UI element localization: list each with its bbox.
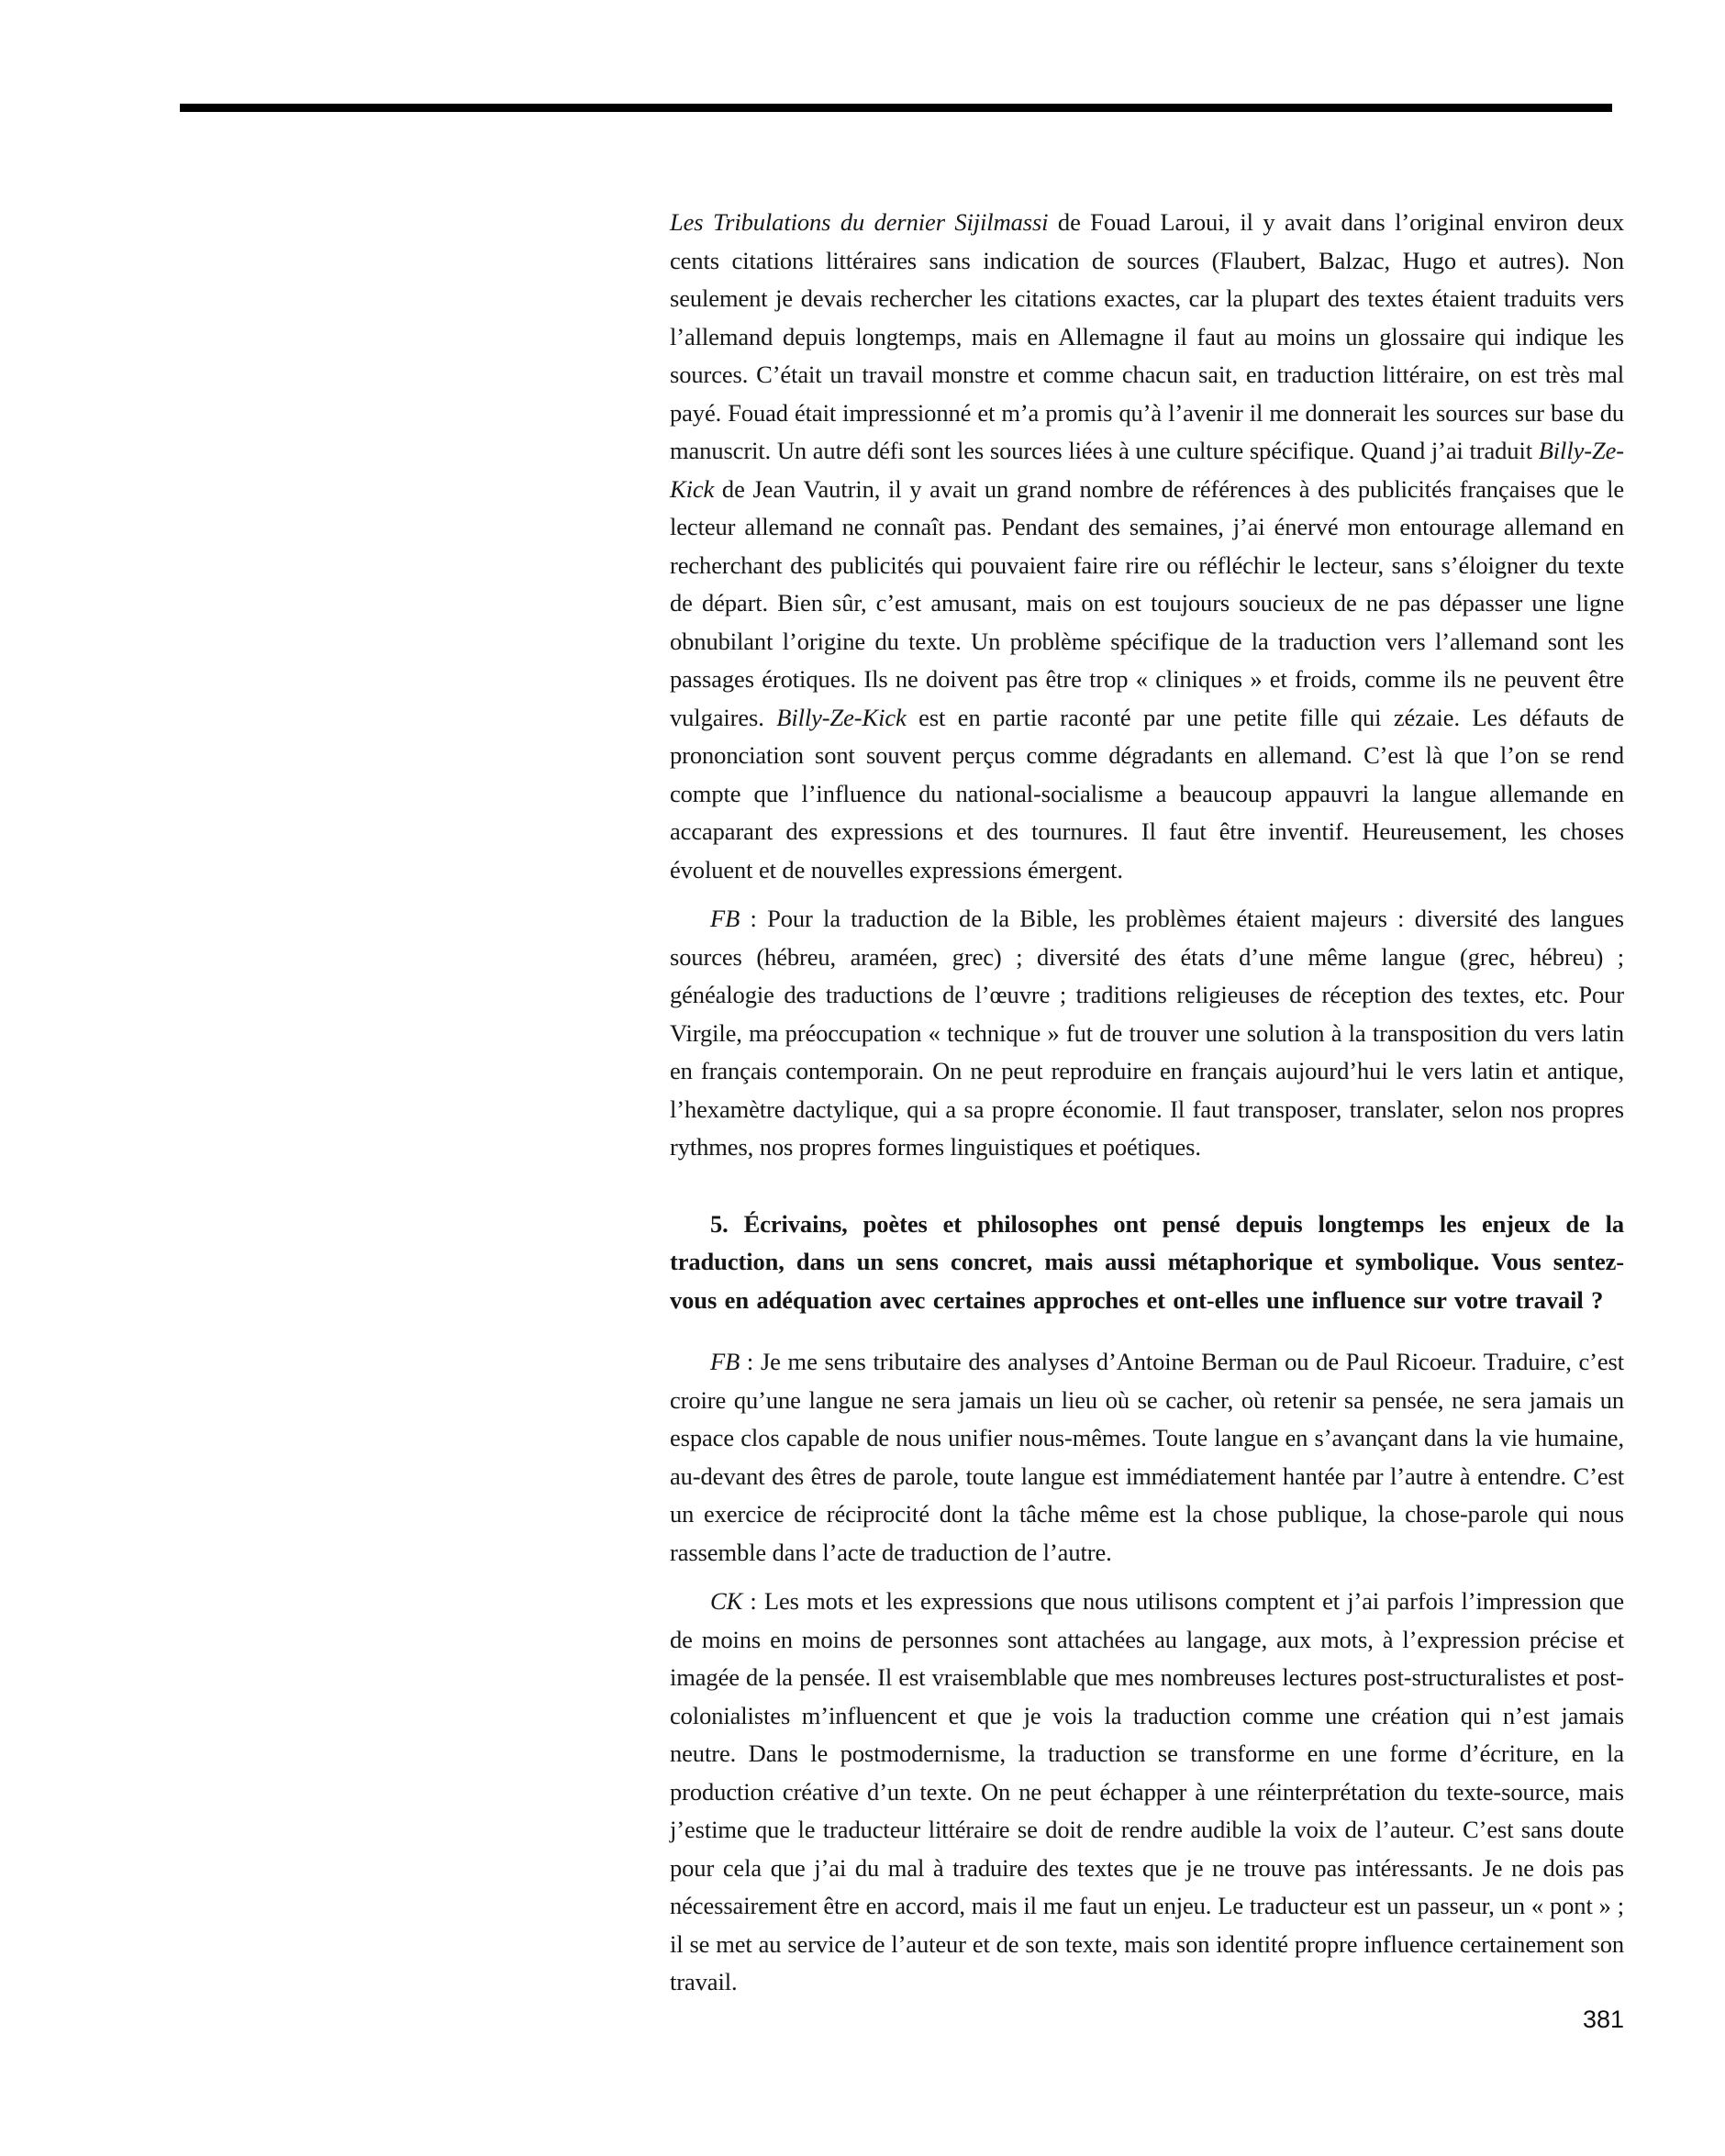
paragraph-continuation xyxy=(670,204,1624,889)
text-run: : Je me sens tributaire des analyses d’Antoine Berman ou de Paul Ricoeur. Traduire, c’est croire qu’une langue ne sera jamais un lieu où se cacher, où retenir sa pensée, ne sera jamais un espace clos capable de nous unifier nous-mêmes. Toute langue en s’avançant dans la vie humaine, au-devant des êtres de parole, toute langue est immédiatement hantée par l’autre à entendre. C’est un exercice de réciprocité dont la tâche même est la chose publique, la chose-parole qui nous rassemble dans l’acte de traduction de l’autre. xyxy=(670,1348,1624,1566)
paragraph-fb-bible xyxy=(670,900,1624,1167)
page-body xyxy=(670,204,1624,2002)
text-run: Les Tribulations du dernier Sijilmassi xyxy=(670,208,1049,236)
interview-question-5 xyxy=(670,1206,1624,1320)
text-run: 5. Écrivains, poètes et philosophes ont pensé depuis longtemps les enjeux de la traduction, dans un sens concret, mais aussi métaphorique et symbolique. Vous sentez-vous en adéquation avec certaines approches et ont-elles une influence sur votre travail ? xyxy=(670,1209,1624,1314)
text-run: CK xyxy=(710,1587,743,1615)
text-run: : Pour la traduction de la Bible, les problèmes étaient majeurs : diversité des langues sources (hébreu, araméen, grec) ; diversité des états d’une même langue (grec, hébreu) ; généalogie des traductions de l’œuvre ; traditions religieuses de réception des textes, etc. Pour Virgile, ma préoccupation « technique » fut de trouver une solution à la transposition du vers latin en français contemporain. On ne peut reproduire en français aujourd’hui le vers latin et antique, l’hexamètre dactylique, qui a sa propre économie. Il faut transposer, translater, selon nos propres rythmes, nos propres formes linguistiques et poétiques. xyxy=(670,905,1624,1161)
text-run: Billy-Ze-Kick xyxy=(670,437,1624,503)
paragraph-fb-berman xyxy=(670,1343,1624,1572)
text-run: FB xyxy=(710,1348,740,1375)
text-run: est en partie raconté par une petite fille qui zézaie. Les défauts de prononciation sont souvent perçus comme dégradants en allemand. C’est là que l’on se rend compte que l’influence du national-socialisme a beaucoup appauvri la langue allemande en accaparant des expressions et des tournures. Il faut être inventif. Heureusement, les choses évoluent et de nouvelles expressions émergent. xyxy=(670,703,1624,884)
text-run: de Fouad Laroui, il y avait dans l’original environ deux cents citations littéraires sans indication de sources (Flaubert, Balzac, Hugo et autres). Non seulement je devais rechercher les citations exactes, car la plupart des textes étaient traduits vers l’allemand depuis longtemps, mais en Allemagne il faut au moins un glossaire qui indique les sources. C’était un travail monstre et comme chacun sait, en traduction littéraire, on est très mal payé. Fouad était impressionné et m’a promis qu’à l’avenir il me donnerait les sources sur base du manuscrit. Un autre défi sont les sources liées à une culture spécifique. Quand j’ai traduit xyxy=(670,208,1625,464)
header-rule xyxy=(180,104,1612,112)
page-number: 381 xyxy=(1582,2006,1624,2033)
text-run: Billy-Ze-Kick xyxy=(776,703,907,731)
text-run: FB xyxy=(710,905,740,932)
text-run: : Les mots et les expressions que nous utilisons comptent et j’ai parfois l’impression que de moins en moins de personnes sont attachées au langage, aux mots, à l’expression précise et imagée de la pensée. Il est vraisemblable que mes nombreuses lectures post-structuralistes et post-colonialistes m’influencent et que je vois la traduction comme une création qui n’est jamais neutre. Dans le postmodernisme, la traduction se transforme en une forme d’écriture, en la production créative d’un texte. On ne peut échapper à une réinterprétation du texte-source, mais j’estime que le traducteur littéraire se doit de rendre audible la voix de l’auteur. C’est sans doute pour cela que j’ai du mal à traduire des textes que je ne trouve pas intéressants. Je ne dois pas nécessairement être en accord, mais il me faut un enjeu. Le traducteur est un passeur, un « pont » ; il se met au service de l’auteur et de son texte, mais son identité propre influence certainement son travail. xyxy=(670,1587,1624,1995)
paragraph-ck-mots xyxy=(670,1583,1624,2002)
text-run: de Jean Vautrin, il y avait un grand nombre de références à des publicités françaises que le lecteur allemand ne connaît pas. Pendant des semaines, j’ai énervé mon entourage allemand en recherchant des publicités qui pouvaient faire rire ou réfléchir le lecteur, sans s’éloigner du texte de départ. Bien sûr, c’est amusant, mais on est toujours soucieux de ne pas dépasser une ligne obnubilant l’origine du texte. Un problème spécifique de la traduction vers l’allemand sont les passages érotiques. Ils ne doivent pas être trop « cliniques » et froids, comme ils ne peuvent être vulgaires. xyxy=(670,474,1624,731)
